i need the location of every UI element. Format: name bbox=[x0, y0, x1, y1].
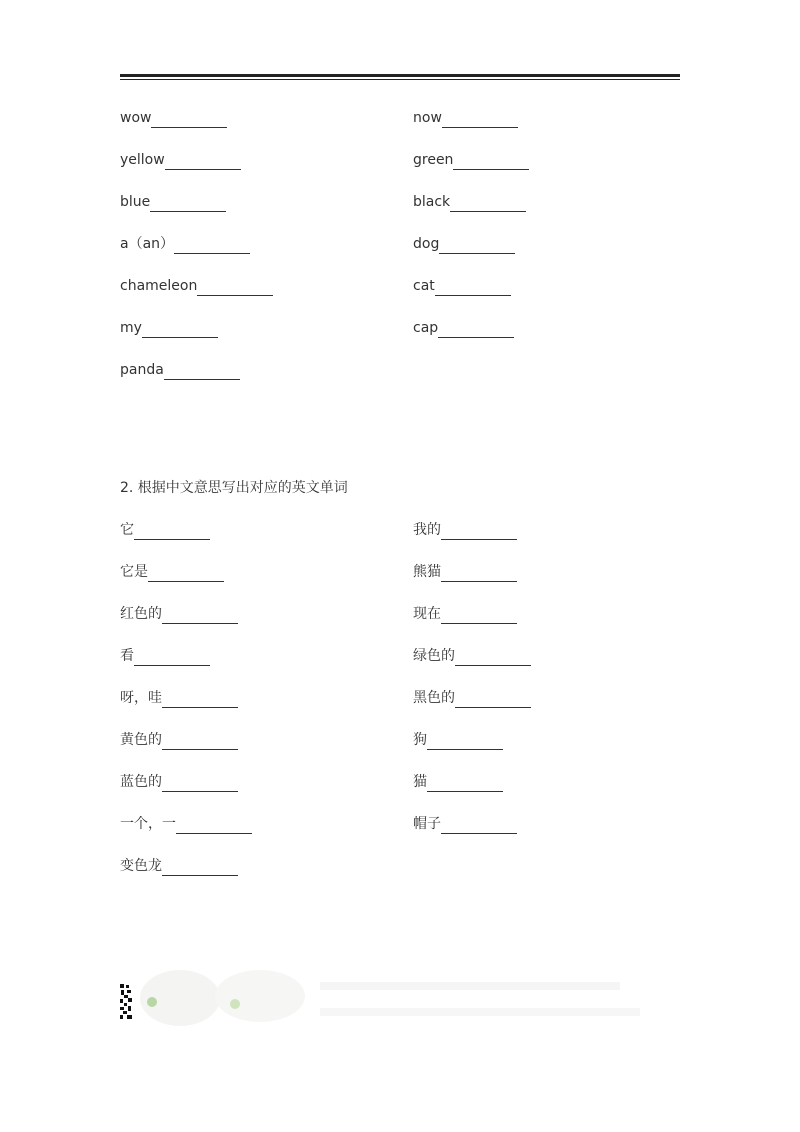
vocab-item bbox=[413, 520, 517, 540]
answer-blank[interactable] bbox=[455, 692, 531, 708]
vocab-word: black bbox=[413, 194, 451, 210]
vocab-item bbox=[120, 646, 210, 666]
answer-blank[interactable] bbox=[162, 776, 238, 792]
vocab-item bbox=[413, 192, 526, 212]
top-rule-thin bbox=[120, 79, 680, 80]
vocab-item bbox=[120, 604, 238, 624]
vocab-word: dog bbox=[413, 236, 440, 252]
vocab-item bbox=[120, 150, 241, 170]
vocab-word: 绿色的 bbox=[413, 648, 455, 664]
qr-code-icon bbox=[119, 983, 133, 1021]
answer-blank[interactable] bbox=[438, 322, 514, 338]
answer-blank[interactable] bbox=[427, 776, 503, 792]
vocab-word: 猫 bbox=[413, 774, 427, 790]
vocab-word: 帽子 bbox=[413, 816, 441, 832]
answer-blank[interactable] bbox=[174, 238, 250, 254]
vocab-item bbox=[120, 360, 240, 380]
answer-blank[interactable] bbox=[162, 734, 238, 750]
vocab-word: chameleon bbox=[120, 278, 198, 294]
vocab-word: 它 bbox=[120, 522, 134, 538]
vocab-word: 变色龙 bbox=[120, 858, 162, 874]
answer-blank[interactable] bbox=[441, 566, 517, 582]
vocab-item bbox=[120, 318, 218, 338]
vocab-word: 我的 bbox=[413, 522, 441, 538]
vocab-item bbox=[120, 192, 226, 212]
answer-blank[interactable] bbox=[162, 608, 238, 624]
vocab-word: 黑色的 bbox=[413, 690, 455, 706]
answer-blank[interactable] bbox=[439, 238, 515, 254]
vocab-item bbox=[120, 772, 238, 792]
vocab-word: 红色的 bbox=[120, 606, 162, 622]
vocab-item bbox=[413, 604, 517, 624]
vocab-item bbox=[120, 276, 273, 296]
vocab-item bbox=[413, 814, 517, 834]
vocab-item bbox=[120, 234, 250, 254]
vocab-word: wow bbox=[120, 110, 152, 126]
vocab-word: cap bbox=[413, 320, 439, 336]
answer-blank[interactable] bbox=[176, 818, 252, 834]
vocab-item bbox=[413, 150, 529, 170]
vocab-word: a（an） bbox=[120, 236, 175, 252]
vocab-item bbox=[120, 520, 210, 540]
vocab-item bbox=[120, 108, 227, 128]
answer-blank[interactable] bbox=[148, 566, 224, 582]
answer-blank[interactable] bbox=[441, 524, 517, 540]
vocab-word: now bbox=[413, 110, 442, 126]
vocab-item bbox=[120, 856, 238, 876]
watermark-decoration bbox=[140, 968, 660, 1028]
vocab-item bbox=[413, 318, 514, 338]
vocab-item bbox=[413, 108, 518, 128]
vocab-word: 蓝色的 bbox=[120, 774, 162, 790]
answer-blank[interactable] bbox=[453, 154, 529, 170]
vocab-word: my bbox=[120, 320, 142, 336]
vocab-item bbox=[120, 562, 224, 582]
answer-blank[interactable] bbox=[197, 280, 273, 296]
answer-blank[interactable] bbox=[435, 280, 511, 296]
vocab-item bbox=[413, 234, 515, 254]
vocab-item bbox=[120, 730, 238, 750]
vocab-word: panda bbox=[120, 362, 164, 378]
answer-blank[interactable] bbox=[455, 650, 531, 666]
vocab-word: 看 bbox=[120, 648, 134, 664]
vocab-word: 现在 bbox=[413, 606, 441, 622]
vocab-word: 它是 bbox=[120, 564, 148, 580]
vocab-word: 黄色的 bbox=[120, 732, 162, 748]
vocab-item bbox=[120, 814, 252, 834]
vocab-item bbox=[413, 276, 511, 296]
vocab-word: 熊猫 bbox=[413, 564, 441, 580]
answer-blank[interactable] bbox=[162, 692, 238, 708]
answer-blank[interactable] bbox=[134, 524, 210, 540]
vocab-word: 呀，哇 bbox=[120, 690, 162, 706]
vocab-item bbox=[413, 772, 503, 792]
vocab-word: green bbox=[413, 152, 454, 168]
vocab-word: blue bbox=[120, 194, 151, 210]
vocab-item bbox=[413, 730, 503, 750]
answer-blank[interactable] bbox=[151, 112, 227, 128]
vocab-word: 一个，一 bbox=[120, 816, 176, 832]
vocab-word: cat bbox=[413, 278, 435, 294]
answer-blank[interactable] bbox=[441, 818, 517, 834]
answer-blank[interactable] bbox=[142, 322, 218, 338]
vocab-item bbox=[120, 688, 238, 708]
answer-blank[interactable] bbox=[427, 734, 503, 750]
vocab-item bbox=[413, 646, 531, 666]
answer-blank[interactable] bbox=[162, 860, 238, 876]
answer-blank[interactable] bbox=[165, 154, 241, 170]
answer-blank[interactable] bbox=[450, 196, 526, 212]
answer-blank[interactable] bbox=[134, 650, 210, 666]
answer-blank[interactable] bbox=[441, 608, 517, 624]
answer-blank[interactable] bbox=[442, 112, 518, 128]
section-title: 2. 根据中文意思写出对应的英文单词 bbox=[120, 480, 348, 496]
vocab-word: 狗 bbox=[413, 732, 427, 748]
answer-blank[interactable] bbox=[164, 364, 240, 380]
vocab-word: yellow bbox=[120, 152, 165, 168]
vocab-item bbox=[413, 562, 517, 582]
top-rule-thick bbox=[120, 74, 680, 77]
vocab-item bbox=[413, 688, 531, 708]
answer-blank[interactable] bbox=[150, 196, 226, 212]
